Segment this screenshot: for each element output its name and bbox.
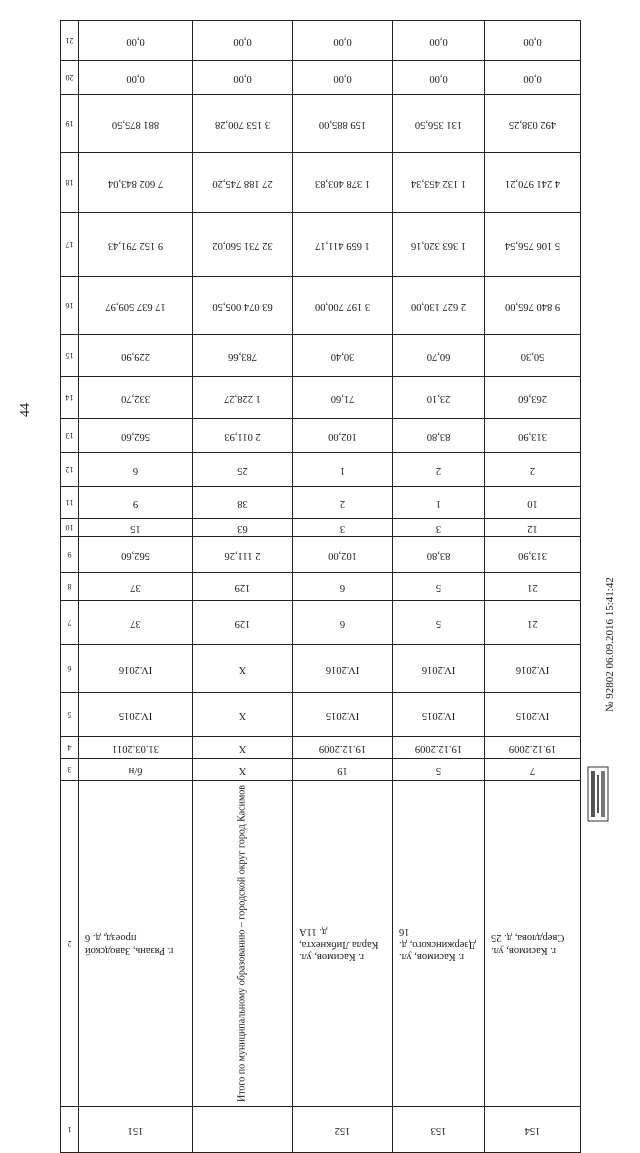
table-cell [393, 453, 485, 487]
cell-value: 5 106 756,54 [504, 239, 561, 251]
table-cell [485, 95, 581, 153]
cell-value: 7 602 843,04 [107, 177, 164, 189]
column-number [61, 95, 79, 153]
table-cell [293, 519, 393, 537]
cell-value: 881 875,50 [111, 118, 160, 130]
table-column-20 [61, 61, 581, 95]
column-number-label: 6 [67, 664, 72, 674]
table-cell [193, 781, 293, 1107]
cell-value: 562,60 [121, 549, 150, 561]
data-table [60, 20, 580, 1136]
column-number-label: 9 [67, 550, 72, 560]
table-cell [485, 573, 581, 601]
column-number-label: 1 [67, 1125, 72, 1135]
table-cell [485, 21, 581, 61]
cell-value: 7 [529, 764, 536, 776]
cell-value: IV.2016 [325, 663, 360, 675]
cell-value: 1 659 411,17 [315, 239, 370, 251]
table-cell [293, 453, 393, 487]
table-cell [393, 573, 485, 601]
column-number [61, 21, 79, 61]
table-cell [393, 213, 485, 277]
table-cell [485, 537, 581, 573]
table-cell [293, 601, 393, 645]
cell-value: 1 378 403,83 [314, 177, 371, 189]
table-cell [393, 693, 485, 737]
table-cell [193, 1107, 293, 1153]
cell-value: 12 [527, 522, 538, 534]
table-cell [485, 781, 581, 1107]
cell-value: 37 [130, 617, 141, 629]
table-cell [293, 377, 393, 419]
column-number-label: 11 [65, 498, 74, 508]
cell-value: 27 188 745,20 [212, 177, 273, 189]
table-cell [79, 153, 193, 213]
table-cell [193, 419, 293, 453]
column-number-label: 19 [65, 119, 74, 129]
column-number-label: 3 [67, 765, 72, 775]
table-column-18 [61, 153, 581, 213]
column-number [61, 1107, 79, 1153]
cell-value: 0,00 [333, 72, 352, 84]
cell-value: 0,00 [126, 72, 145, 84]
table-cell [293, 61, 393, 95]
table-cell [485, 277, 581, 335]
table-cell [79, 453, 193, 487]
table-cell [293, 645, 393, 693]
cell-value: 6 [339, 581, 346, 593]
table-cell [393, 645, 485, 693]
cell-value: 63 074 005,50 [212, 300, 273, 312]
table-column-15 [61, 335, 581, 377]
cell-value [193, 781, 292, 1106]
table-cell [193, 537, 293, 573]
cell-value: 2 111,26 [224, 549, 261, 561]
column-number [61, 645, 79, 693]
table-cell [193, 601, 293, 645]
cell-value: 0,00 [523, 35, 542, 47]
cell-value: 37 [130, 581, 141, 593]
table-cell [79, 1107, 193, 1153]
table-cell [193, 335, 293, 377]
table-cell [193, 153, 293, 213]
cell-value: 3 [339, 522, 346, 534]
column-number-label: 18 [65, 178, 74, 188]
table-cell [393, 95, 485, 153]
table-cell [79, 693, 193, 737]
table-cell [79, 573, 193, 601]
table-cell [293, 1107, 393, 1153]
cell-value: 129 [234, 581, 251, 593]
table-cell [293, 693, 393, 737]
cell-value: 2 011,93 [224, 430, 261, 442]
cell-value: 1 363 320,16 [410, 239, 467, 251]
cell-value: 71,60 [330, 392, 355, 404]
cell-value: IV.2016 [118, 663, 153, 675]
table-cell [393, 737, 485, 759]
cell-value: 60,70 [426, 350, 451, 362]
cell-value: 102,00 [328, 549, 357, 561]
table-cell [293, 487, 393, 519]
table-cell [193, 645, 293, 693]
column-number-label: 10 [65, 523, 74, 533]
table-cell [393, 759, 485, 781]
table-cell [393, 781, 485, 1107]
cell-value: 229,90 [121, 350, 150, 362]
table-cell [79, 601, 193, 645]
table-cell [193, 759, 293, 781]
column-number-label: 7 [67, 618, 72, 628]
table-cell [293, 213, 393, 277]
cell-value: 154 [524, 1124, 541, 1136]
cell-value: 492 038,25 [508, 118, 557, 130]
cell-value: 30,40 [330, 350, 355, 362]
table-cell [79, 419, 193, 453]
cell-value: IV.2015 [515, 709, 550, 721]
table-cell [485, 693, 581, 737]
cell-value: 313,90 [518, 549, 547, 561]
table-column-13 [61, 419, 581, 453]
column-number [61, 153, 79, 213]
table-column-16 [61, 277, 581, 335]
cell-value: 0,00 [429, 35, 448, 47]
cell-value: 31.03.2011 [112, 742, 159, 754]
cell-value: 0,00 [333, 35, 352, 47]
table-cell [293, 277, 393, 335]
table-cell [79, 277, 193, 335]
table-cell [293, 573, 393, 601]
cell-value: 9 840 765,00 [504, 300, 561, 312]
cell-value: 2 [339, 497, 346, 509]
table-column-1 [61, 1107, 581, 1153]
table-cell [193, 737, 293, 759]
cell-value: 2 [435, 464, 442, 476]
cell-value: 1 132 453,34 [410, 177, 467, 189]
cell-value: 6 [132, 464, 139, 476]
table-cell [393, 419, 485, 453]
cell-value: 19.12.2009 [508, 742, 557, 754]
table-cell [79, 759, 193, 781]
table-cell [79, 61, 193, 95]
column-number [61, 335, 79, 377]
table-column-21 [61, 21, 581, 61]
table-cell [79, 95, 193, 153]
table-column-9 [61, 537, 581, 573]
cell-value: 3 153 700,28 [214, 118, 271, 130]
table-cell [485, 1107, 581, 1153]
table-cell [79, 519, 193, 537]
table-column-8 [61, 573, 581, 601]
table-cell [293, 21, 393, 61]
cell-value: 6 [339, 617, 346, 629]
column-number-label: 4 [67, 743, 72, 753]
column-number-label: 8 [67, 582, 72, 592]
table-column-7 [61, 601, 581, 645]
table-column-11 [61, 487, 581, 519]
cell-value: IV.2016 [515, 663, 550, 675]
cell-value: 1 [339, 464, 346, 476]
cell-value: X [238, 663, 247, 675]
cell-value: 63 [237, 522, 248, 534]
cell-value: 0,00 [126, 35, 145, 47]
cell-value: 9 152 791,43 [107, 239, 164, 251]
cell-value: 15 [130, 522, 141, 534]
table-cell [485, 519, 581, 537]
cell-value: 783,66 [228, 350, 257, 362]
table-cell [485, 213, 581, 277]
table-cell [393, 61, 485, 95]
table-column-3 [61, 759, 581, 781]
cell-value: 2 [529, 464, 536, 476]
table-cell [193, 487, 293, 519]
table-cell [293, 537, 393, 573]
column-number [61, 487, 79, 519]
cell-value: 1 228,27 [224, 392, 261, 404]
cell-value: 5 [435, 764, 442, 776]
table-cell [485, 377, 581, 419]
table-cell [193, 453, 293, 487]
cell-value: 4 241 970,21 [504, 177, 561, 189]
cell-value: г. Рязань, Заводской проезд, д. 6 [85, 932, 174, 956]
cell-value: 152 [334, 1124, 351, 1136]
table-column-4 [61, 737, 581, 759]
cell-value: IV.2015 [325, 709, 360, 721]
column-number [61, 759, 79, 781]
table-cell [393, 487, 485, 519]
table-cell [485, 61, 581, 95]
table-cell [293, 153, 393, 213]
column-number-label: 20 [65, 73, 74, 83]
cell-value: 10 [527, 497, 538, 509]
cell-value: 151 [127, 1124, 144, 1136]
cell-value [193, 1107, 292, 1152]
table-cell [193, 95, 293, 153]
cell-value: X [238, 764, 247, 776]
table-cell [485, 737, 581, 759]
cell-value: 32 731 560,02 [212, 239, 273, 251]
table-cell [193, 21, 293, 61]
column-number [61, 781, 79, 1107]
table-cell [485, 645, 581, 693]
cell-value: X [238, 742, 247, 754]
cell-value: 102,00 [328, 430, 357, 442]
table-cell [485, 419, 581, 453]
table-cell [393, 1107, 485, 1153]
cell-value: 21 [527, 617, 538, 629]
column-number-label: 17 [65, 240, 74, 250]
table-cell [193, 573, 293, 601]
table-cell [79, 737, 193, 759]
table-cell [485, 759, 581, 781]
table-cell [485, 335, 581, 377]
column-number-label: 2 [67, 939, 72, 949]
table-cell [193, 519, 293, 537]
table-column-5 [61, 693, 581, 737]
table-cell [393, 335, 485, 377]
table-cell [293, 335, 393, 377]
column-number [61, 419, 79, 453]
table-cell [193, 693, 293, 737]
cell-value: 19 [337, 764, 348, 776]
cell-value: 0,00 [233, 35, 252, 47]
table-cell [193, 61, 293, 95]
page-number: 44 [18, 403, 33, 417]
column-number-label: 16 [65, 301, 74, 311]
table-cell [193, 377, 293, 419]
cell-value: 17 637 509,97 [105, 300, 166, 312]
table-cell [293, 95, 393, 153]
table-cell [393, 519, 485, 537]
cell-value: IV.2016 [421, 663, 456, 675]
table-cell [79, 21, 193, 61]
cell-value: 3 [435, 522, 442, 534]
cell-value: 5 [435, 581, 442, 593]
table-cell [79, 487, 193, 519]
cell-value: 313,90 [518, 430, 547, 442]
table-column-17 [61, 213, 581, 277]
column-number [61, 519, 79, 537]
table-column-12 [61, 453, 581, 487]
table-cell [485, 487, 581, 519]
table-column-19 [61, 95, 581, 153]
table-cell [79, 335, 193, 377]
cell-value: 332,70 [121, 392, 150, 404]
table-cell [79, 377, 193, 419]
cell-value: IV.2015 [118, 709, 153, 721]
column-number-label: 13 [65, 431, 74, 441]
table-cell [293, 759, 393, 781]
cell-value: 5 [435, 617, 442, 629]
address-text: Итого по муниципальному образованию – городской округ город Касимов [236, 785, 248, 1103]
column-number-label: 15 [65, 351, 74, 361]
cell-value: IV.2015 [421, 709, 456, 721]
cell-value: 25 [237, 464, 248, 476]
cell-value: 3 197 700,00 [314, 300, 371, 312]
cell-value: 38 [237, 497, 248, 509]
table-cell [393, 277, 485, 335]
cell-value: 19.12.2009 [318, 742, 367, 754]
cell-value: X [238, 709, 247, 721]
table-cell [193, 213, 293, 277]
cell-value: 21 [527, 581, 538, 593]
column-number-label: 21 [65, 36, 74, 46]
cell-value: 9 [132, 497, 139, 509]
cell-value: г. Касимов, ул. Карла Либкнехта, д. 11А [299, 926, 379, 962]
cell-value: 562,60 [121, 430, 150, 442]
table-cell [79, 213, 193, 277]
table-cell [485, 453, 581, 487]
column-number [61, 377, 79, 419]
column-number [61, 693, 79, 737]
column-number [61, 453, 79, 487]
cell-value: 2 627 130,00 [410, 300, 467, 312]
cell-value: г. Касимов, ул. Дзержинского, д. 16 [399, 926, 476, 962]
cell-value: 263,60 [518, 392, 547, 404]
table-cell [293, 737, 393, 759]
table-cell [393, 601, 485, 645]
table-cell [485, 601, 581, 645]
table-column-10 [61, 519, 581, 537]
table-column-6 [61, 645, 581, 693]
cell-value: 0,00 [523, 72, 542, 84]
table-column-14 [61, 377, 581, 419]
table-cell [393, 153, 485, 213]
cell-value: 1 [435, 497, 442, 509]
cell-value: 0,00 [429, 72, 448, 84]
column-number [61, 737, 79, 759]
cell-value: 0,00 [233, 72, 252, 84]
footer-stamp-text: № 92802 06.09.2016 15:41:42 [604, 577, 616, 712]
table-cell [393, 377, 485, 419]
table-cell [193, 277, 293, 335]
cell-value: г. Касимов, ул. Свердлова, д. 25 [491, 932, 565, 956]
table-cell [79, 537, 193, 573]
table-cell [79, 645, 193, 693]
column-number [61, 601, 79, 645]
cell-value: 19.12.2009 [414, 742, 463, 754]
table-cell [293, 419, 393, 453]
column-number-label: 5 [67, 710, 72, 720]
column-number-label: 12 [65, 465, 74, 475]
cell-value: 159 885,00 [318, 118, 367, 130]
column-number [61, 61, 79, 95]
stamp-icon [585, 765, 611, 823]
cell-value: 129 [234, 617, 251, 629]
cell-value: 23,10 [426, 392, 451, 404]
column-number [61, 213, 79, 277]
table-column-2 [61, 781, 581, 1107]
cell-value: 83,80 [426, 549, 451, 561]
column-number [61, 277, 79, 335]
table-cell [485, 153, 581, 213]
table-cell [293, 781, 393, 1107]
cell-value: 131 356,50 [414, 118, 463, 130]
cell-value: 50,30 [520, 350, 545, 362]
column-number-label: 14 [65, 393, 74, 403]
column-number [61, 537, 79, 573]
table-cell [393, 21, 485, 61]
cell-value: 153 [430, 1124, 447, 1136]
column-number [61, 573, 79, 601]
cell-value: б/н [128, 764, 143, 776]
table-cell [79, 781, 193, 1107]
table-cell [393, 537, 485, 573]
cell-value: 83,80 [426, 430, 451, 442]
